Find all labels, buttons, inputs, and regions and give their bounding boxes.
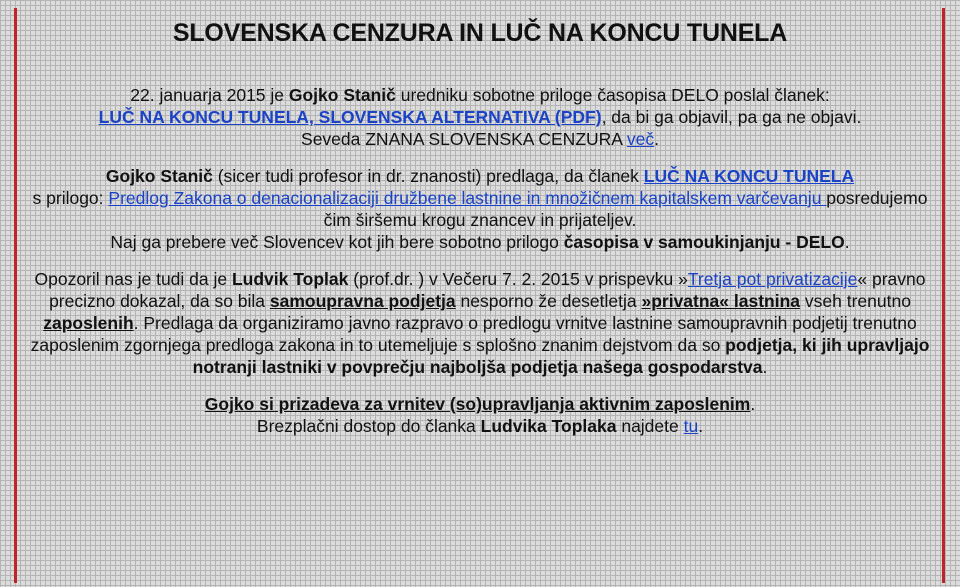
emphasis: »privatna« lastnina — [641, 291, 801, 311]
author-name: Gojko Stanič — [288, 85, 396, 105]
text: . — [654, 129, 659, 149]
paragraph-closing — [24, 393, 936, 437]
here-link[interactable]: tu — [683, 416, 699, 436]
text: Brezplačni dostop do članka — [256, 416, 481, 436]
text: Opozoril nas je tudi da je — [34, 269, 232, 289]
text: uredniku sobotne priloge časopisa DELO poslal članek: — [395, 85, 830, 105]
text: najdete — [616, 416, 684, 436]
text: . Predlaga da organiziramo javno razpravo o predlogu vrnitve lastnine samoupravnih podjetij trenutno zaposlenim zgornjega predloga zakona in to utemeljuje s splošno znanim dejstvom da so — [30, 313, 917, 355]
emphasis: samoupravna podjetja — [269, 291, 456, 311]
left-red-rule — [14, 8, 17, 583]
text: . — [762, 357, 768, 377]
text: . — [750, 394, 756, 414]
paragraph-intro — [24, 84, 936, 150]
article-pdf-link[interactable]: LUČ NA KONCU TUNELA, SLOVENSKA ALTERNATIVA (PDF) — [98, 107, 602, 127]
author-name: Gojko Stanič — [105, 166, 213, 186]
text: 22. januarja 2015 je — [130, 85, 289, 105]
article-link[interactable]: LUČ NA KONCU TUNELA — [643, 166, 855, 186]
text: . — [844, 232, 850, 252]
paragraph-proposal — [24, 165, 936, 253]
third-way-link[interactable]: Tretja pot privatizacije — [687, 269, 858, 289]
text: (sicer tudi profesor in dr. znanosti) predlaga, da članek — [212, 166, 644, 186]
document — [24, 14, 936, 437]
text: , da bi ga objavil, pa ga ne objavi. — [601, 107, 862, 127]
text: Naj ga prebere več Slovencev kot jih bere sobotno prilogo — [110, 232, 564, 252]
newspaper-name: časopisa v samoukinjanju - DELO — [563, 232, 845, 252]
text: Seveda ZNANA SLOVENSKA CENZURA — [301, 129, 627, 149]
law-proposal-link[interactable]: Predlog Zakona o denacionalizaciji družbene lastnine in množičnem kapitalskem varčevanju — [108, 188, 827, 208]
text: posredujemo čim širšemu krogu znancev in prijateljev. — [323, 188, 928, 230]
author-name: Ludvik Toplak — [231, 269, 349, 289]
text: vseh trenutno — [800, 291, 911, 311]
text: . — [698, 416, 704, 436]
emphasis: podjetja, ki jih upravljajo notranji lastniki v povprečju najboljša podjetja našega gospodarstva — [192, 335, 930, 377]
text: « pravno precizno dokazal, da so bila — [49, 269, 926, 311]
paragraph-toplak — [24, 268, 936, 378]
more-link[interactable]: več — [626, 129, 655, 149]
right-red-rule — [942, 8, 945, 583]
text: nesporno že desetletja — [455, 291, 642, 311]
author-name: Ludvika Toplaka — [480, 416, 617, 436]
text: s prilogo: — [32, 188, 109, 208]
page-title: SLOVENSKA CENZURA IN LUČ NA KONCU TUNELA — [172, 19, 788, 47]
emphasis: zaposlenih — [43, 313, 134, 333]
text: (prof.dr. ) v Večeru 7. 2. 2015 v prispevku » — [348, 269, 688, 289]
emphasis: Gojko si prizadeva za vrnitev (so)upravljanja aktivnim zaposlenim — [204, 394, 751, 414]
